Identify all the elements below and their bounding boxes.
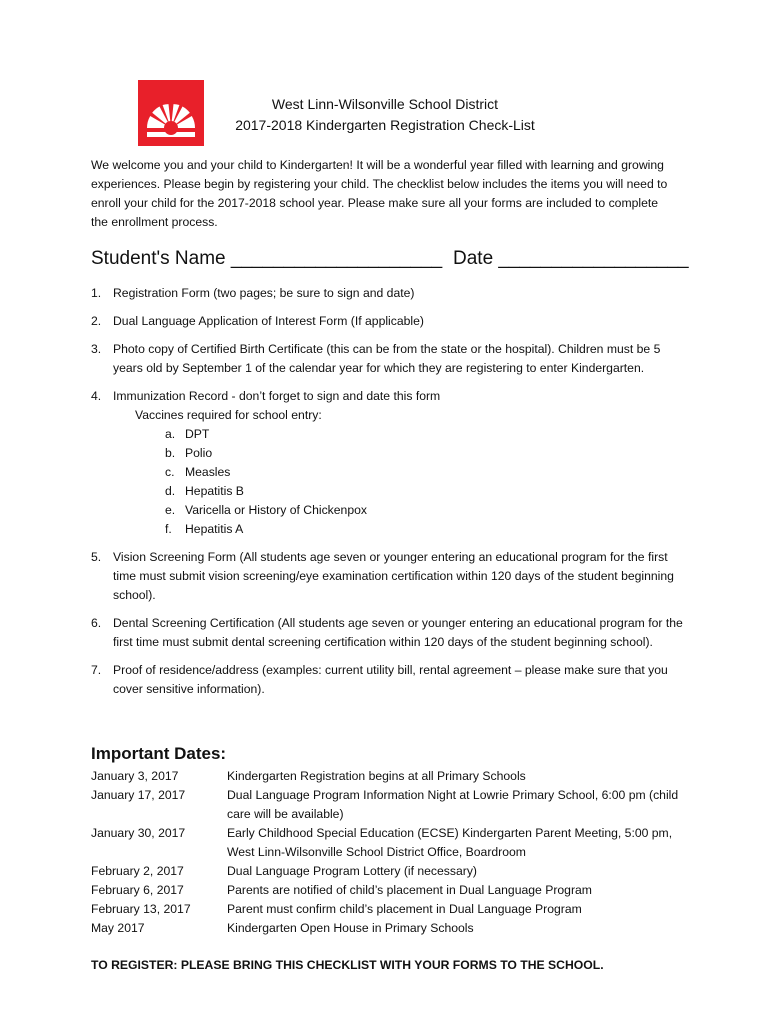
district-name: West Linn-Wilsonville School District	[271, 96, 499, 112]
item-number: 5.	[91, 550, 102, 564]
vaccine-text: Hepatitis B	[185, 484, 244, 498]
event-cell: Dual Language Program Information Night at Lowrie Primary School, 6:00 pm (child care will be available)	[227, 788, 679, 821]
item-number: 1.	[91, 286, 102, 300]
vaccine-item	[165, 482, 691, 501]
student-info-row	[91, 246, 691, 272]
checklist-item	[91, 661, 691, 699]
vaccine-text: Measles	[185, 465, 231, 479]
vaccine-letter: d.	[165, 484, 176, 498]
item-number: 3.	[91, 342, 102, 356]
vaccine-item	[165, 501, 691, 520]
date-cell: January 17, 2017	[91, 788, 186, 802]
date-cell: January 30, 2017	[91, 826, 186, 840]
vaccine-letter: a.	[165, 427, 176, 441]
date-row	[91, 919, 691, 938]
event-cell: Parents are notified of child’s placement in Dual Language Program	[227, 883, 592, 897]
item-text: Dental Screening Certification (All students age seven or younger entering an educational program for the first time must submit dental screening certification within 120 days of the student beginning school).	[113, 616, 683, 649]
event-cell: Kindergarten Open House in Primary Schools	[227, 921, 474, 935]
date-cell: May 2017	[91, 921, 145, 935]
intro-paragraph	[91, 156, 671, 232]
date-row	[91, 900, 691, 919]
vaccines-list	[113, 425, 691, 539]
date-row	[91, 862, 691, 881]
item-number: 4.	[91, 389, 102, 403]
date-row	[91, 824, 691, 862]
date-label: Date	[453, 248, 494, 269]
checklist-item	[91, 284, 691, 303]
item-number: 6.	[91, 616, 102, 630]
item-text: Proof of residence/address (examples: current utility bill, rental agreement – please make sure that you cover sensitive information).	[113, 663, 668, 696]
vaccines-heading: Vaccines required for school entry:	[135, 408, 322, 422]
checklist-item	[91, 548, 691, 605]
item-text: Vision Screening Form (All students age seven or younger entering an educational program for the first time must submit vision screening/eye examination certification within 120 days of the student beginning school).	[113, 550, 674, 602]
checklist-item	[91, 614, 691, 652]
registration-checklist	[91, 284, 691, 708]
event-cell: Early Childhood Special Education (ECSE) Kindergarten Parent Meeting, 5:00 pm, West Linn-Wilsonville School District Office, Boardroom	[227, 826, 673, 859]
important-dates-table	[91, 767, 691, 938]
intro-text: We welcome you and your child to Kindergarten! It will be a wonderful year filled with learning and growing experiences. Please begin by registering your child. The checklist below includes the items you will need to enroll your child for the 2017-2018 school year. Please make sure all your forms are included to complete the enrollment process.	[91, 158, 668, 229]
date-row	[91, 881, 691, 900]
date-cell: February 13, 2017	[91, 902, 191, 916]
checklist-item	[91, 387, 691, 539]
vaccine-letter: b.	[165, 446, 176, 460]
date-row	[91, 767, 691, 786]
date-row	[91, 786, 691, 824]
date-blank[interactable]: __________________	[498, 248, 689, 269]
event-cell: Parent must confirm child’s placement in Dual Language Program	[227, 902, 582, 916]
checklist-item	[91, 340, 691, 378]
vaccine-item	[165, 520, 691, 539]
register-instruction: TO REGISTER: PLEASE BRING THIS CHECKLIST WITH YOUR FORMS TO THE SCHOOL.	[91, 958, 604, 972]
sunrise-logo-icon	[138, 80, 204, 146]
date-field	[453, 246, 689, 272]
vaccine-text: Varicella or History of Chickenpox	[185, 503, 367, 517]
item-text: Dual Language Application of Interest Form (If applicable)	[113, 314, 424, 328]
document-title: 2017-2018 Kindergarten Registration Check-List	[235, 117, 535, 133]
student-name-blank[interactable]: ____________________	[230, 248, 443, 269]
event-cell: Kindergarten Registration begins at all Primary Schools	[227, 769, 526, 783]
vaccine-text: Polio	[185, 446, 213, 460]
vaccine-item	[165, 425, 691, 444]
item-number: 7.	[91, 663, 102, 677]
vaccine-letter: e.	[165, 503, 176, 517]
item-text: Immunization Record - don’t forget to sign and date this form	[113, 389, 441, 403]
important-dates-title: Important Dates:	[91, 744, 227, 763]
item-text: Photo copy of Certified Birth Certificate (this can be from the state or the hospital). Children must be 5 years old by September 1 of the calendar year for which they are registering to enter Kindergarten.	[113, 342, 661, 375]
date-cell: February 2, 2017	[91, 864, 184, 878]
vaccine-letter: c.	[165, 465, 175, 479]
item-number: 2.	[91, 314, 102, 328]
vaccine-text: DPT	[185, 427, 210, 441]
vaccine-text: Hepatitis A	[185, 522, 244, 536]
checklist-item	[91, 312, 691, 331]
date-cell: February 6, 2017	[91, 883, 184, 897]
vaccine-item	[165, 463, 691, 482]
item-text: Registration Form (two pages; be sure to sign and date)	[113, 286, 415, 300]
date-cell: January 3, 2017	[91, 769, 179, 783]
event-cell: Dual Language Program Lottery (if necessary)	[227, 864, 477, 878]
vaccine-item	[165, 444, 691, 463]
vaccine-letter: f.	[165, 522, 172, 536]
student-name-label: Student's Name	[91, 248, 226, 269]
document-header	[200, 94, 570, 136]
